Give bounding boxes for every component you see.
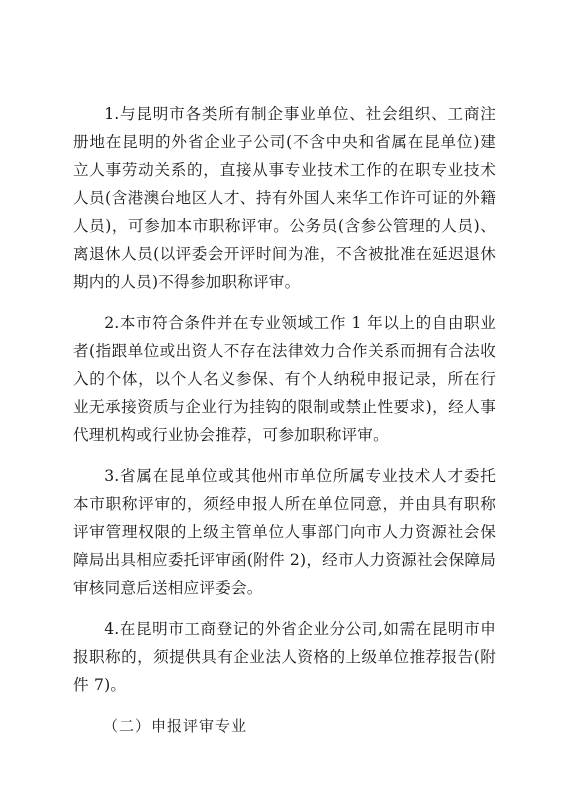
paragraph-4: 4.在昆明市工商登记的外省企业分公司,如需在昆明市申报职称的，须提供具有企业法人资格的上级单位推荐报告(附件 7)。 xyxy=(73,620,496,694)
paragraph-2: 2.本市符合条件并在专业领域工作 1 年以上的自由职业者(指跟单位或出资人不存在法律效力合作关系而拥有合法收入的个体，以个人名义参保、有个人纳税申报记录，所在行业无承接资质与企业行为挂钩的限制或禁止性要求)，经人事代理机构或行业协会推荐，可参加职称评审。 xyxy=(73,314,496,444)
paragraph-1: 1.与昆明市各类所有制企事业单位、社会组织、工商注册地在昆明的外省企业子公司(不含中央和省属在昆单位)建立人事劳动关系的，直接从事专业技术工作的在职专业技术人员(含港澳台地区人才、持有外国人来华工作许可证的外籍人员)，可参加本市职称评审。公务员(含参公管理的人员)、离退休人员(以评委会开评时间为准，不含被批准在延迟退休期内的人员)不得参加职称评审。 xyxy=(73,105,496,291)
section-heading: （二）申报评审专业 xyxy=(103,717,248,735)
paragraph-3: 3.省属在昆单位或其他州市单位所属专业技术人才委托本市职称评审的，须经申报人所在单位同意，并由具有职称评审管理权限的上级主管单位人事部门向市人力资源社会保障局出具相应委托评审函(附件 2)，经市人力资源社会保障局审核同意后送相应评委会。 xyxy=(73,467,496,597)
